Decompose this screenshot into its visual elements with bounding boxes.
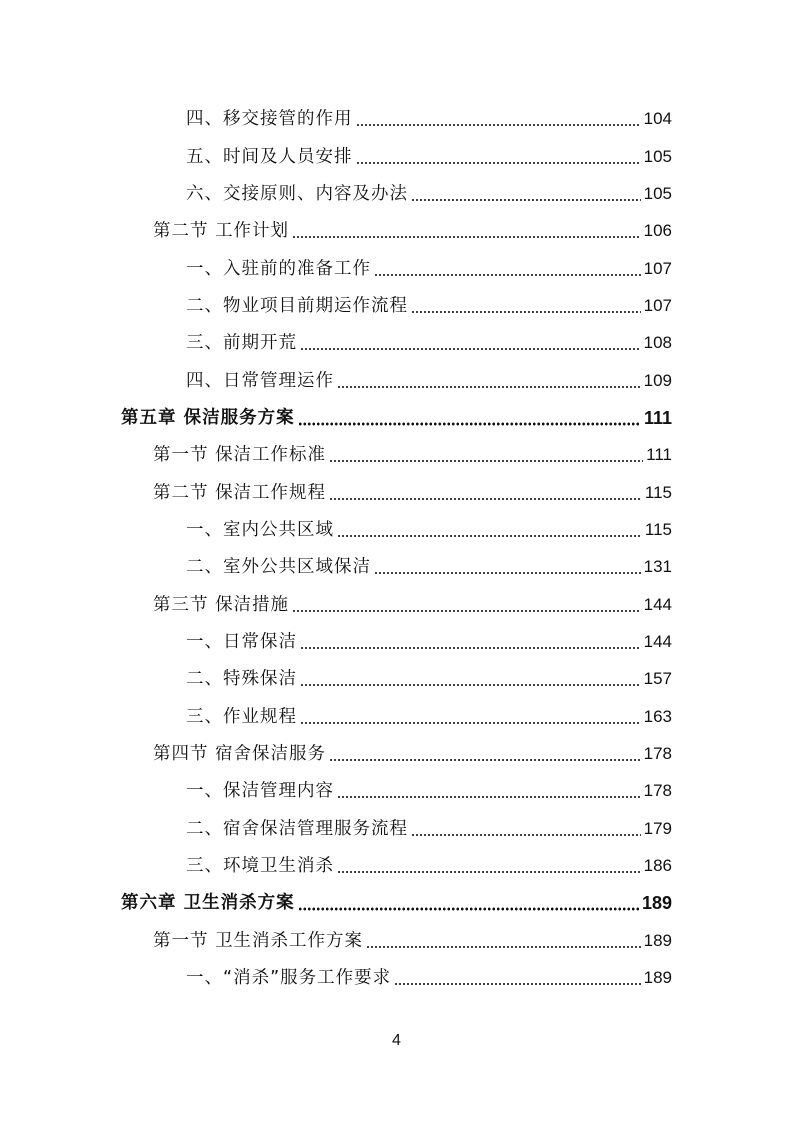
dot-leader (374, 273, 641, 277)
toc-entry-page: 111 (646, 445, 672, 464)
toc-entry-label: 一、“消杀”服务工作要求 (186, 968, 392, 988)
toc-entry[interactable] (186, 774, 672, 804)
toc-entry[interactable] (186, 550, 672, 580)
dot-leader (337, 795, 641, 799)
toc-entry-page: 189 (641, 893, 672, 913)
toc-entry-label: 第三节 保洁措施 (153, 595, 290, 615)
toc-entry-label: 第六章 卫生消杀方案 (121, 893, 295, 913)
toc-entry-label: 一、日常保洁 (186, 632, 297, 652)
dot-leader (411, 198, 641, 202)
toc-entry[interactable] (153, 438, 672, 468)
dot-leader (356, 161, 641, 165)
toc-entry-label: 六、交接原则、内容及办法 (186, 184, 408, 204)
toc-entry-page: 163 (643, 707, 672, 726)
toc-entry[interactable] (186, 812, 672, 842)
toc-entry-page: 178 (643, 744, 672, 763)
toc-entry-label: 二、物业项目前期运作流程 (186, 296, 408, 316)
toc-entry-label: 一、入驻前的准备工作 (186, 259, 371, 279)
toc-entry[interactable] (186, 625, 672, 655)
toc-entry-page: 189 (643, 931, 672, 950)
toc-entry-page: 105 (643, 147, 672, 166)
dot-leader (292, 609, 641, 613)
dot-leader (329, 459, 643, 463)
toc-entry[interactable] (186, 849, 672, 879)
toc-entry[interactable] (186, 140, 672, 170)
toc-entry-label: 第二节 保洁工作规程 (153, 483, 327, 503)
toc-entry-page: 131 (643, 557, 672, 576)
toc-entry[interactable] (153, 924, 672, 954)
dot-leader (298, 422, 641, 426)
dot-leader (300, 347, 641, 351)
toc-entry-page: 186 (643, 856, 672, 875)
dot-leader (329, 497, 642, 501)
toc-entry-page: 111 (643, 408, 672, 428)
toc-entry-label: 四、日常管理运作 (186, 371, 334, 391)
toc-entry-page: 105 (643, 184, 672, 203)
toc-entry-page: 106 (643, 221, 672, 240)
toc-entry-label: 四、移交接管的作用 (186, 109, 353, 129)
toc-entry-label: 第二节 工作计划 (153, 221, 290, 241)
toc-entry-page: 189 (643, 968, 672, 987)
page-number: 4 (392, 1032, 401, 1049)
toc-entry-page: 109 (643, 371, 672, 390)
dot-leader (300, 646, 641, 650)
toc-entry-label: 五、时间及人员安排 (186, 147, 353, 167)
toc-entry-page: 104 (643, 109, 672, 128)
toc-entry-label: 二、特殊保洁 (186, 669, 297, 689)
toc-entry[interactable] (153, 214, 672, 244)
toc-entry-label: 第一节 保洁工作标准 (153, 445, 327, 465)
dot-leader (366, 945, 641, 949)
toc-entry-page: 115 (644, 483, 672, 502)
dot-leader (411, 310, 641, 314)
toc-entry[interactable] (186, 177, 672, 207)
toc-entry[interactable] (153, 588, 672, 618)
toc-entry[interactable] (186, 700, 672, 730)
dot-leader (394, 982, 640, 986)
dot-leader (329, 758, 641, 762)
toc-entry[interactable] (186, 102, 672, 132)
toc-entry-label: 二、室外公共区域保洁 (186, 557, 371, 577)
toc-entry-label: 一、保洁管理内容 (186, 781, 334, 801)
dot-leader (298, 907, 639, 911)
toc-entry[interactable] (153, 737, 672, 767)
toc-entry-page: 144 (643, 632, 672, 651)
toc-entry[interactable] (186, 513, 672, 543)
toc-entry[interactable] (186, 252, 672, 282)
dot-leader (292, 235, 641, 239)
dot-leader (337, 534, 642, 538)
dot-leader (374, 571, 641, 575)
dot-leader (356, 123, 641, 127)
toc-entry[interactable] (186, 364, 672, 394)
toc-entry[interactable] (186, 326, 672, 356)
toc-entry-label: 第四节 宿舍保洁服务 (153, 744, 327, 764)
toc-entry-label: 三、作业规程 (186, 707, 297, 727)
dot-leader (411, 833, 641, 837)
dot-leader (300, 683, 641, 687)
toc-entry[interactable] (186, 662, 672, 692)
toc-entry-page: 144 (643, 595, 672, 614)
toc-entry-page: 108 (643, 333, 672, 352)
dot-leader (337, 870, 641, 874)
toc-entry-page: 179 (643, 819, 672, 838)
toc-entry-label: 二、宿舍保洁管理服务流程 (186, 819, 408, 839)
toc-entry-label: 一、室内公共区域 (186, 520, 334, 540)
dot-leader (337, 385, 641, 389)
toc-entry-label: 三、前期开荒 (186, 333, 297, 353)
toc-entry[interactable] (186, 289, 672, 319)
toc-chapter-entry[interactable] (121, 886, 672, 916)
toc-entry-label: 第五章 保洁服务方案 (121, 408, 295, 428)
toc-entry-label: 三、环境卫生消杀 (186, 856, 334, 876)
toc-entry-page: 115 (644, 520, 672, 539)
toc-entry-page: 107 (643, 296, 672, 315)
toc-entry-page: 157 (643, 669, 672, 688)
toc-entry[interactable] (186, 961, 672, 991)
toc-entry-page: 178 (643, 781, 672, 800)
toc-entry-label: 第一节 卫生消杀工作方案 (153, 931, 364, 951)
toc-chapter-entry[interactable] (121, 401, 672, 431)
toc-entry[interactable] (153, 476, 672, 506)
toc-entry-page: 107 (643, 259, 672, 278)
dot-leader (300, 721, 641, 725)
